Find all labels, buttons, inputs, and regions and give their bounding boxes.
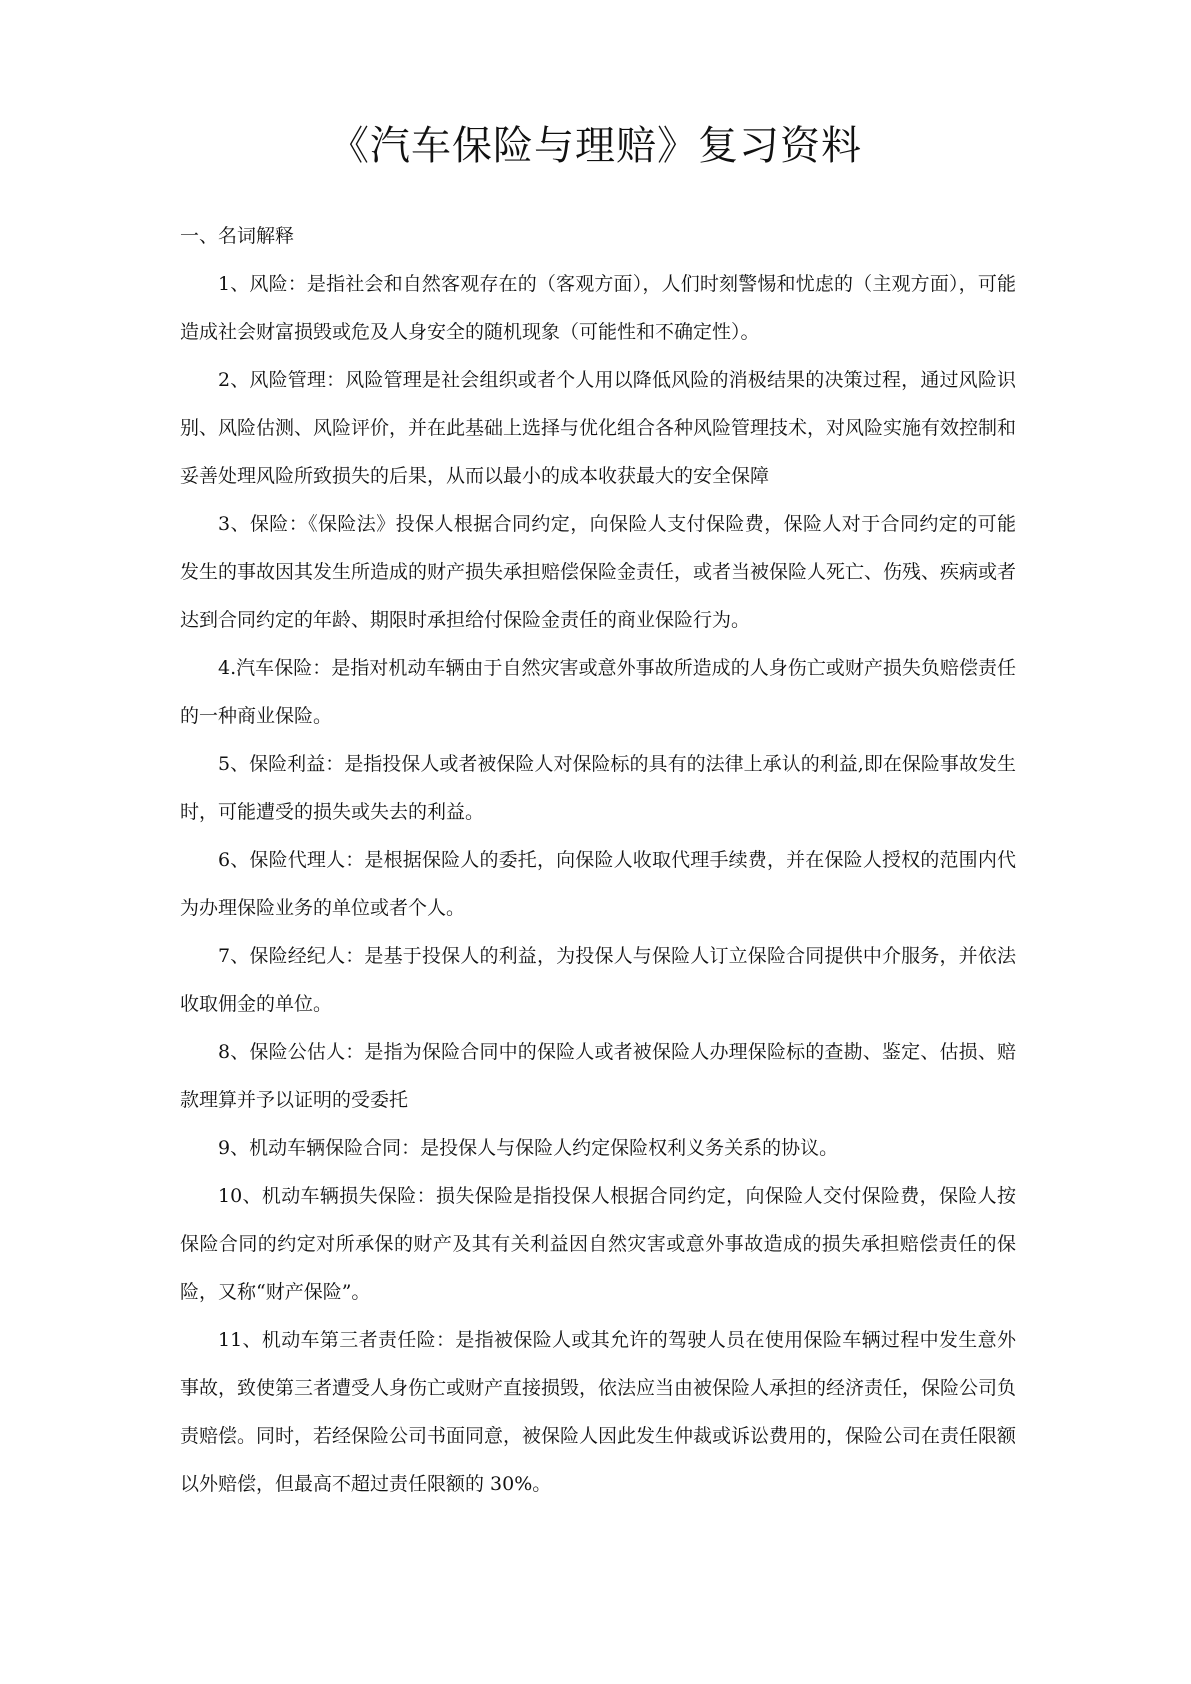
definition-vehicle-loss-insurance: 10、机动车辆损失保险：损失保险是指投保人根据合同约定，向保险人交付保险费，保险人按保险合同的约定对所承保的财产及其有关利益因自然灾害或意外事故造成的损失承担赔偿责任的保险，又称“财产保险”。 bbox=[180, 1185, 1016, 1303]
definition-insurance-broker: 7、保险经纪人：是基于投保人的利益，为投保人与保险人订立保险合同提供中介服务，并依法收取佣金的单位。 bbox=[180, 945, 1016, 1015]
definition-vehicle-insurance-contract: 9、机动车辆保险合同：是投保人与保险人约定保险权利义务关系的协议。 bbox=[218, 1137, 839, 1159]
definition-insurance-agent: 6、保险代理人：是根据保险人的委托，向保险人收取代理手续费，并在保险人授权的范围内代为办理保险业务的单位或者个人。 bbox=[180, 849, 1016, 919]
definition-risk-management: 2、风险管理：风险管理是社会组织或者个人用以降低风险的消极结果的决策过程，通过风险识别、风险估测、风险评价，并在此基础上选择与优化组合各种风险管理技术，对风险实施有效控制和妥善处理风险所致损失的后果，从而以最小的成本收获最大的安全保障 bbox=[180, 369, 1017, 487]
definition-risk: 1、风险：是指社会和自然客观存在的（客观方面），人们时刻警惕和忧虑的（主观方面），可能造成社会财富损毁或危及人身安全的随机现象（可能性和不确定性）。 bbox=[180, 273, 1016, 343]
definition-insurable-interest: 5、保险利益：是指投保人或者被保险人对保险标的具有的法律上承认的利益,即在保险事故发生时，可能遭受的损失或失去的利益。 bbox=[180, 753, 1016, 823]
definition-insurance: 3、保险：《保险法》投保人根据合同约定，向保险人支付保险费，保险人对于合同约定的可能发生的事故因其发生所造成的财产损失承担赔偿保险金责任，或者当被保险人死亡、伤残、疾病或者达到合同约定的年龄、期限时承担给付保险金责任的商业保险行为。 bbox=[180, 513, 1017, 631]
definition-insurance-assessor: 8、保险公估人：是指为保险合同中的保险人或者被保险人办理保险标的查勘、鉴定、估损、赔款理算并予以证明的受委托 bbox=[180, 1041, 1016, 1111]
document-body bbox=[180, 212, 1016, 1508]
definition-auto-insurance: 4.汽车保险：是指对机动车辆由于自然灾害或意外事故所造成的人身伤亡或财产损失负赔偿责任的一种商业保险。 bbox=[180, 657, 1016, 727]
document-title: 《汽车保险与理赔》复习资料 bbox=[329, 123, 862, 169]
definition-third-party-liability: 11、机动车第三者责任险：是指被保险人或其允许的驾驶人员在使用保险车辆过程中发生意外事故，致使第三者遭受人身伤亡或财产直接损毁，依法应当由被保险人承担的经济责任，保险公司负责赔偿。同时，若经保险公司书面同意，被保险人因此发生仲裁或诉讼费用的，保险公司在责任限额以外赔偿，但最高不超过责任限额的 30%。 bbox=[180, 1329, 1017, 1495]
section-heading: 一、名词解释 bbox=[180, 225, 295, 247]
